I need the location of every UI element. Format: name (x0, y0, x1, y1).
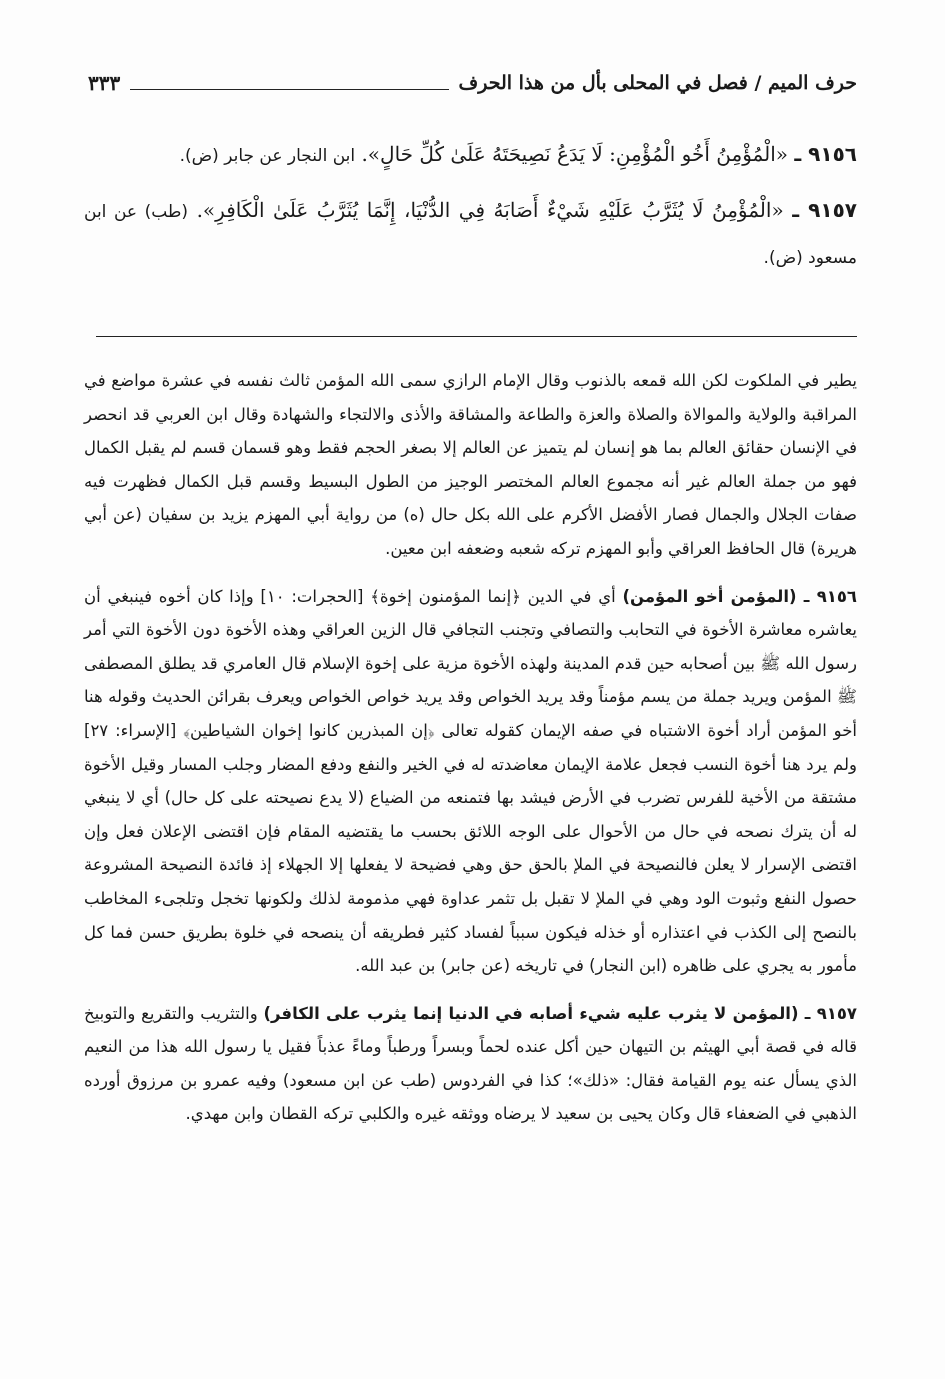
hadith-text: «الْمُؤْمِنُ أَخُو الْمُؤْمِنِ: لَا يَدَعُ نَصِيحَتَهُ عَلَىٰ كُلِّ حَالٍ». (361, 142, 788, 166)
page-title: حرف الميم / فصل في المحلى بأل من هذا الحرف (458, 72, 857, 94)
running-header (88, 64, 857, 102)
commentary-lead: ٩١٥٧ ـ (المؤمن لا يثرب عليه شيء أصابه في الدنيا إنما يثرب على الكافر) (263, 1003, 857, 1023)
hadith-number: ٩١٥٦ ـ (794, 142, 857, 166)
commentary-lead: ٩١٥٦ ـ (المؤمن أخو المؤمن) (622, 586, 857, 606)
hadith-source: (طب) عن ابن مسعود (ض). (84, 202, 857, 268)
section-divider (96, 336, 857, 337)
hadith-number: ٩١٥٧ ـ (792, 198, 857, 222)
hadith-text-section (84, 132, 857, 290)
hadith-text: «الْمُؤْمِنُ لَا يُثَرَّبُ عَلَيْهِ شَيْءٌ أَصَابَهُ فِي الدُّنْيَا، إِنَّمَا يُثَرَّبُ عَلَىٰ الْكَافِرِ». (196, 198, 784, 222)
hadith-source: ابن النجار عن جابر (ض). (179, 146, 356, 166)
commentary-text: يطير في الملكوت لكن الله قمعه بالذنوب وقال الإمام الرازي سمى الله المؤمن ثالث نفسه في عشرة مواضع في المراقبة والولاية والموالاة والصلاة والعزة والطاعة والمشاقة والأذى والالتجاء والشهادة وقال ابن العربي قد انحصر في الإنسان حقائق العالم بما هو إنسان لم يتميز عن العالم إلا بصغر الحجم فقط وهو قسمان قسم لم يقبل الكمال فهو من جملة العالم غير أنه مجموع العالم المختصر الوجيز من الطول البسيط وقسم قبل الكمال فظهرت فيه صفات الجلال والجمال فصار الأفضل الأكرم على الله بكل حال (ه) من رواية أبي المهزم يزيد بن سفيان (عن أبي هريرة) قال الحافظ العراقي وأبو المهزم تركه شعبه وضعفه ابن معين. (84, 371, 857, 558)
commentary-text: والتثريب والتقريع والتوبيخ قاله في قصة أبي الهيثم بن التيهان حين أكل عنده لحماً وبسراً ورطباً وماءً عذباً فقيل يا رسول الله هذا من النعيم الذي يسأل عنه يوم القيامة فقال: «ذلك»؛ كذا في الفردوس (طب عن ابن مسعود) وفيه عمرو بن مرزوق أورده الذهبي في الضعفاء قال وكان يحيى بن سعيد لا يرضاه ووثقه غيره والكلبي تركه القطان وابن مهدي. (84, 1003, 857, 1124)
header-rule (130, 89, 448, 90)
hadith-entry (84, 132, 857, 178)
hadith-entry (84, 188, 857, 280)
commentary-paragraph (84, 364, 857, 566)
commentary-paragraph (84, 580, 857, 983)
commentary-paragraph (84, 997, 857, 1131)
commentary-text: أي في الدين ﴿إنما المؤمنون إخوة﴾ [الحجرات: ١٠] وإذا كان أخوه فينبغي أن يعاشره معاشرة الأخوة في التحابب والتصافي وتجنب التجافي قال الزين العراقي وهذه الأخوة دون الأخوة التي أمر رسول الله ﷺ بين أصحابه حين قدم المدينة ولهذه الأخوة مزية على إخوة الإسلام قال العامري قد يطلق المصطفى ﷺ المؤمن ويريد جملة من يسم مؤمناً وقد يريد الخواص وقد يريد خواص الخواص ويعرف بقرائن الحديث وقوله هنا أخو المؤمن أراد أخوة الاشتباه في صفه الإيمان كقوله تعالى ﴿إن المبذرين كانوا إخوان الشياطين﴾ [الإسراء: ٢٧] ولم يرد هنا أخوة النسب فجعل علامة الإيمان معاضدته له في الخير والنفع ودفع المضار وجلب المسار وقيل الأخوة مشتقة من الأخية للفرس تضرب في الأرض فيشد بها فتمنعه من الضياع (لا يدع نصيحته على كل حال) أي لا ينبغي له أن يترك نصحه في حال من الأحوال على الوجه اللائق بحسب ما يقتضيه المقام فإن اقتضى الإعلان فعل وإن اقتضى الإسرار لا يعلن فالنصيحة في الملإ بالحق حق وهي فضيحة لا يفعلها إلا الجهلاء إذ فائدة النصيحة المشروعة حصول النفع وثبوت الود وهي في الملإ لا تقبل بل تثمر عداوة فهي مذمومة لذلك ولكونها تخجل وتلجىء المخاطب بالنصح إلى الكذب في اعتذاره أو خذله فيكون سبباً لفساد كثير فطريقه أن ينصحه في خلوة بطريق حسن فما كل مأمور به يجري على ظاهره (ابن النجار) في تاريخه (عن جابر) بن عبد الله. (84, 586, 857, 976)
page-number: ٣٣٣ (88, 71, 121, 95)
commentary-section (84, 364, 857, 1145)
